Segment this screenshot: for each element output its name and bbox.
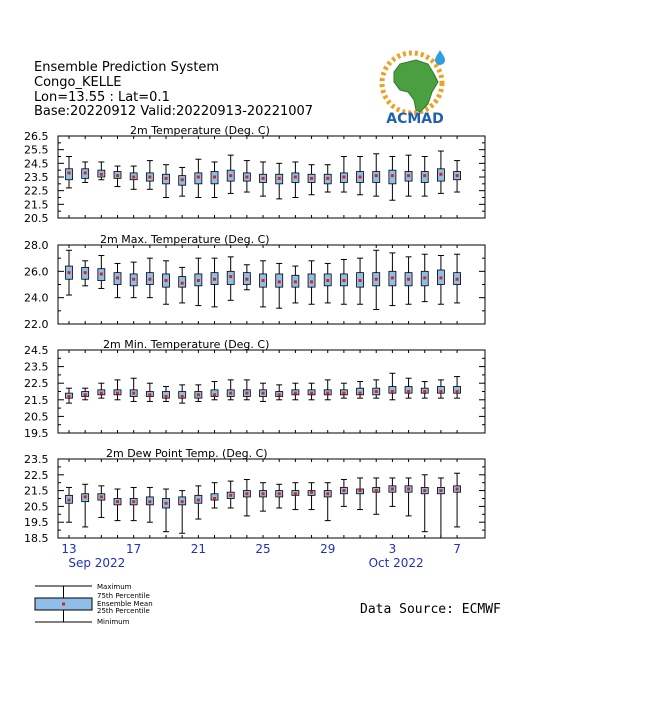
x-month-label: Oct 2022 bbox=[368, 556, 424, 570]
box-13 bbox=[260, 162, 267, 196]
mean-marker bbox=[68, 499, 71, 502]
box-16 bbox=[308, 165, 315, 195]
mean-marker bbox=[407, 390, 410, 393]
box-19 bbox=[357, 258, 364, 304]
mean-marker bbox=[326, 279, 329, 282]
mean-marker bbox=[326, 177, 329, 180]
mean-marker bbox=[456, 390, 459, 393]
y-tick-label: 20.5 bbox=[24, 212, 49, 225]
box-8 bbox=[179, 167, 186, 196]
box-1 bbox=[66, 487, 73, 522]
x-tick-label: 13 bbox=[61, 542, 77, 556]
box-14 bbox=[276, 385, 283, 400]
box-10 bbox=[211, 258, 218, 307]
mean-marker bbox=[68, 271, 71, 274]
mean-marker bbox=[68, 395, 71, 398]
mean-marker bbox=[132, 278, 135, 281]
y-tick-label: 21.5 bbox=[24, 393, 49, 407]
mean-marker bbox=[342, 392, 345, 395]
mean-marker bbox=[310, 280, 313, 283]
mean-marker bbox=[84, 271, 87, 274]
mean-marker bbox=[245, 176, 248, 179]
mean-marker bbox=[278, 280, 281, 283]
box-25 bbox=[454, 377, 461, 399]
mean-marker bbox=[262, 492, 265, 495]
mean-marker bbox=[181, 500, 184, 503]
mean-marker bbox=[197, 393, 200, 396]
box-6 bbox=[146, 161, 153, 190]
header-title: Ensemble Prediction System bbox=[34, 60, 220, 75]
box-5 bbox=[130, 487, 137, 520]
mean-marker bbox=[229, 174, 232, 177]
mean-marker bbox=[245, 392, 248, 395]
mean-marker bbox=[423, 489, 426, 492]
box-22 bbox=[405, 378, 412, 398]
mean-marker bbox=[148, 393, 151, 396]
y-tick-label: 25.5 bbox=[24, 143, 49, 157]
mean-marker bbox=[278, 393, 281, 396]
box-17 bbox=[324, 263, 331, 303]
y-tick-label: 20.5 bbox=[24, 500, 49, 514]
box-9 bbox=[195, 486, 202, 519]
mean-marker bbox=[262, 177, 265, 180]
box-10 bbox=[211, 162, 218, 198]
box-18 bbox=[340, 259, 347, 304]
mean-marker bbox=[375, 390, 378, 393]
box-22 bbox=[405, 257, 412, 304]
mean-marker bbox=[359, 392, 362, 395]
mean-marker bbox=[439, 390, 442, 393]
mean-marker bbox=[294, 392, 297, 395]
y-tick-label: 26.5 bbox=[24, 130, 49, 143]
box-7 bbox=[163, 261, 170, 304]
y-tick-label: 24.0 bbox=[24, 291, 49, 305]
box-10 bbox=[211, 483, 218, 508]
mean-marker bbox=[165, 502, 168, 505]
box-11 bbox=[227, 481, 234, 508]
chart-panels bbox=[24, 124, 485, 545]
mean-marker bbox=[375, 174, 378, 177]
mean-marker bbox=[391, 488, 394, 491]
y-tick-label: 20.5 bbox=[24, 410, 49, 424]
mean-marker bbox=[100, 272, 103, 275]
box-13 bbox=[260, 483, 267, 511]
mean-marker bbox=[132, 392, 135, 395]
y-tick-label: 21.5 bbox=[24, 484, 49, 498]
mean-marker bbox=[197, 176, 200, 179]
mean-marker bbox=[100, 495, 103, 498]
mean-marker bbox=[359, 489, 362, 492]
x-tick-label: 29 bbox=[320, 542, 336, 556]
y-tick-label: 19.5 bbox=[24, 516, 49, 530]
header-location: Congo_KELLE bbox=[34, 75, 122, 90]
mean-marker bbox=[181, 282, 184, 285]
box-10 bbox=[211, 382, 218, 400]
box-23 bbox=[421, 475, 428, 532]
box-20 bbox=[373, 250, 380, 309]
y-tick-label: 24.5 bbox=[24, 157, 49, 171]
mean-marker bbox=[278, 492, 281, 495]
mean-marker bbox=[132, 176, 135, 179]
box-20 bbox=[373, 380, 380, 398]
box-5 bbox=[130, 262, 137, 298]
box-12 bbox=[243, 380, 250, 400]
box-4 bbox=[114, 263, 121, 297]
mean-marker bbox=[100, 392, 103, 395]
mean-marker bbox=[391, 174, 394, 177]
x-tick-label: 17 bbox=[126, 542, 142, 556]
box-4 bbox=[114, 380, 121, 400]
mean-marker bbox=[181, 178, 184, 181]
mean-marker bbox=[407, 278, 410, 281]
mean-marker bbox=[132, 500, 135, 503]
mean-marker bbox=[456, 278, 459, 281]
box-20 bbox=[373, 154, 380, 196]
mean-marker bbox=[407, 488, 410, 491]
mean-marker bbox=[310, 177, 313, 180]
mean-marker bbox=[245, 492, 248, 495]
mean-marker bbox=[278, 177, 281, 180]
box-15 bbox=[292, 483, 299, 510]
box-12 bbox=[243, 480, 250, 516]
mean-marker bbox=[148, 176, 151, 179]
box-3 bbox=[98, 486, 105, 518]
mean-marker bbox=[213, 393, 216, 396]
box-13 bbox=[260, 383, 267, 401]
header-base-valid: Base:20220912 Valid:20220913-20221007 bbox=[34, 104, 314, 119]
box-2 bbox=[82, 261, 89, 286]
box-8 bbox=[179, 491, 186, 534]
chart-panel-1 bbox=[24, 124, 485, 225]
mean-marker bbox=[359, 176, 362, 179]
box-14 bbox=[276, 163, 283, 199]
legend-min-label: Minimum bbox=[97, 618, 130, 626]
box-19 bbox=[357, 382, 364, 399]
y-tick-label: 26.0 bbox=[24, 265, 49, 279]
legend bbox=[35, 583, 153, 626]
mean-marker bbox=[423, 174, 426, 177]
mean-marker bbox=[375, 278, 378, 281]
box-4 bbox=[114, 166, 121, 187]
mean-marker bbox=[310, 491, 313, 494]
box-23 bbox=[421, 254, 428, 301]
box-14 bbox=[276, 484, 283, 508]
box-5 bbox=[130, 378, 137, 401]
box-20 bbox=[373, 478, 380, 514]
box-21 bbox=[389, 478, 396, 506]
mean-marker bbox=[407, 174, 410, 177]
box-22 bbox=[405, 155, 412, 196]
mean-marker bbox=[456, 488, 459, 491]
mean-marker bbox=[439, 173, 442, 176]
mean-marker bbox=[294, 176, 297, 179]
box-19 bbox=[357, 478, 364, 510]
box-18 bbox=[340, 383, 347, 398]
mean-marker bbox=[342, 489, 345, 492]
chart-panel-4 bbox=[24, 447, 485, 545]
box-16 bbox=[308, 383, 315, 400]
panel-title: 2m Dew Point Temp. (Deg. C) bbox=[106, 447, 268, 460]
box-6 bbox=[146, 258, 153, 298]
mean-marker bbox=[181, 395, 184, 398]
box-2 bbox=[82, 162, 89, 183]
box-22 bbox=[405, 478, 412, 516]
x-tick-label: 25 bbox=[255, 542, 271, 556]
mean-marker bbox=[165, 177, 168, 180]
mean-marker bbox=[310, 392, 313, 395]
box-7 bbox=[163, 165, 170, 198]
mean-marker bbox=[116, 174, 119, 177]
box-3 bbox=[98, 162, 105, 180]
mean-marker bbox=[342, 176, 345, 179]
plot-frame bbox=[58, 459, 485, 538]
mean-marker bbox=[359, 279, 362, 282]
mean-marker bbox=[262, 279, 265, 282]
box-15 bbox=[292, 383, 299, 400]
y-tick-label: 23.5 bbox=[24, 453, 49, 466]
box-16 bbox=[308, 483, 315, 510]
box-11 bbox=[227, 257, 234, 300]
box-5 bbox=[130, 166, 137, 189]
y-tick-label: 22.5 bbox=[24, 468, 49, 482]
mean-marker bbox=[423, 390, 426, 393]
mean-marker bbox=[294, 280, 297, 283]
box-25 bbox=[454, 161, 461, 192]
box-9 bbox=[195, 258, 202, 305]
mean-marker bbox=[68, 171, 71, 174]
mean-marker bbox=[456, 174, 459, 177]
x-tick-label: 21 bbox=[190, 542, 207, 556]
box-14 bbox=[276, 263, 283, 308]
y-tick-label: 19.5 bbox=[24, 427, 49, 440]
mean-marker bbox=[245, 278, 248, 281]
legend-p25-label: 25th Percentile bbox=[97, 607, 150, 615]
logo-text: ACMAD bbox=[386, 111, 444, 127]
y-tick-label: 22.0 bbox=[24, 318, 49, 331]
x-tick-label: 3 bbox=[388, 542, 397, 556]
chart-panel-3 bbox=[24, 338, 485, 440]
box-8 bbox=[179, 267, 186, 303]
y-tick-label: 23.5 bbox=[24, 171, 49, 184]
mean-marker bbox=[197, 499, 200, 502]
mean-marker bbox=[439, 276, 442, 279]
y-tick-label: 22.5 bbox=[24, 377, 49, 391]
mean-marker bbox=[439, 489, 442, 492]
box-25 bbox=[454, 473, 461, 527]
box-3 bbox=[98, 256, 105, 289]
box-13 bbox=[260, 261, 267, 307]
box-23 bbox=[421, 382, 428, 399]
box-9 bbox=[195, 385, 202, 402]
box-1 bbox=[66, 250, 73, 295]
mean-marker bbox=[294, 492, 297, 495]
panel-title: 2m Min. Temperature (Deg. C) bbox=[103, 338, 270, 351]
mean-marker bbox=[326, 392, 329, 395]
mean-marker bbox=[213, 497, 216, 500]
mean-marker bbox=[229, 494, 232, 497]
mean-marker bbox=[375, 489, 378, 492]
data-source: Data Source: ECMWF bbox=[360, 602, 501, 617]
box-17 bbox=[324, 165, 331, 192]
mean-marker bbox=[423, 276, 426, 279]
box-2 bbox=[82, 484, 89, 527]
mean-marker bbox=[116, 500, 119, 503]
mean-marker bbox=[326, 492, 329, 495]
box-11 bbox=[227, 380, 234, 400]
legend-mean-label: Ensemble Mean bbox=[97, 600, 153, 608]
y-tick-label: 18.5 bbox=[24, 532, 49, 545]
mean-marker bbox=[84, 495, 87, 498]
mean-marker bbox=[391, 276, 394, 279]
panel-title: 2m Temperature (Deg. C) bbox=[130, 124, 270, 137]
box-12 bbox=[243, 265, 250, 290]
header-coordinates: Lon=13.55 : Lat=0.1 bbox=[34, 90, 170, 105]
y-tick-label: 28.0 bbox=[24, 239, 49, 252]
legend-max-label: Maximum bbox=[97, 583, 132, 591]
box-12 bbox=[243, 161, 250, 192]
box-7 bbox=[163, 489, 170, 532]
mean-marker bbox=[100, 173, 103, 176]
mean-marker bbox=[262, 392, 265, 395]
box-1 bbox=[66, 388, 73, 403]
box-1 bbox=[66, 157, 73, 188]
mean-marker bbox=[116, 392, 119, 395]
box-24 bbox=[437, 478, 444, 538]
mean-marker bbox=[84, 393, 87, 396]
x-tick-label: 7 bbox=[453, 542, 461, 556]
box-18 bbox=[340, 157, 347, 193]
box-8 bbox=[179, 385, 186, 403]
mean-marker bbox=[391, 390, 394, 393]
box-11 bbox=[227, 155, 234, 193]
box-16 bbox=[308, 261, 315, 304]
box-15 bbox=[292, 162, 299, 198]
y-tick-label: 22.5 bbox=[24, 184, 49, 198]
box-24 bbox=[437, 151, 444, 193]
mean-marker bbox=[116, 276, 119, 279]
mean-marker bbox=[229, 275, 232, 278]
mean-marker bbox=[148, 278, 151, 281]
mean-marker bbox=[213, 278, 216, 281]
mean-marker bbox=[229, 392, 232, 395]
y-tick-label: 23.5 bbox=[24, 360, 49, 374]
panel-title: 2m Max. Temperature (Deg. C) bbox=[100, 233, 270, 246]
mean-marker bbox=[197, 279, 200, 282]
y-tick-label: 21.5 bbox=[24, 198, 49, 212]
box-18 bbox=[340, 480, 347, 507]
chart-panel-2 bbox=[24, 233, 485, 331]
box-25 bbox=[454, 254, 461, 303]
box-21 bbox=[389, 157, 396, 201]
mean-marker bbox=[342, 279, 345, 282]
x-month-label: Sep 2022 bbox=[68, 556, 126, 570]
box-2 bbox=[82, 388, 89, 400]
box-17 bbox=[324, 380, 331, 400]
legend-p75-label: 75th Percentile bbox=[97, 592, 150, 600]
box-7 bbox=[163, 387, 170, 402]
y-tick-label: 24.5 bbox=[24, 344, 49, 357]
box-9 bbox=[195, 159, 202, 197]
mean-marker bbox=[148, 500, 151, 503]
mean-marker bbox=[165, 395, 168, 398]
box-23 bbox=[421, 157, 428, 197]
mean-marker bbox=[213, 176, 216, 179]
box-19 bbox=[357, 157, 364, 195]
box-17 bbox=[324, 483, 331, 521]
box-21 bbox=[389, 253, 396, 306]
box-24 bbox=[437, 256, 444, 305]
box-3 bbox=[98, 383, 105, 398]
mean-marker bbox=[165, 279, 168, 282]
box-24 bbox=[437, 380, 444, 398]
box-6 bbox=[146, 487, 153, 522]
legend-mean-marker bbox=[62, 603, 65, 606]
mean-marker bbox=[84, 171, 87, 174]
box-21 bbox=[389, 373, 396, 400]
box-15 bbox=[292, 266, 299, 303]
box-6 bbox=[146, 383, 153, 401]
box-4 bbox=[114, 489, 121, 521]
